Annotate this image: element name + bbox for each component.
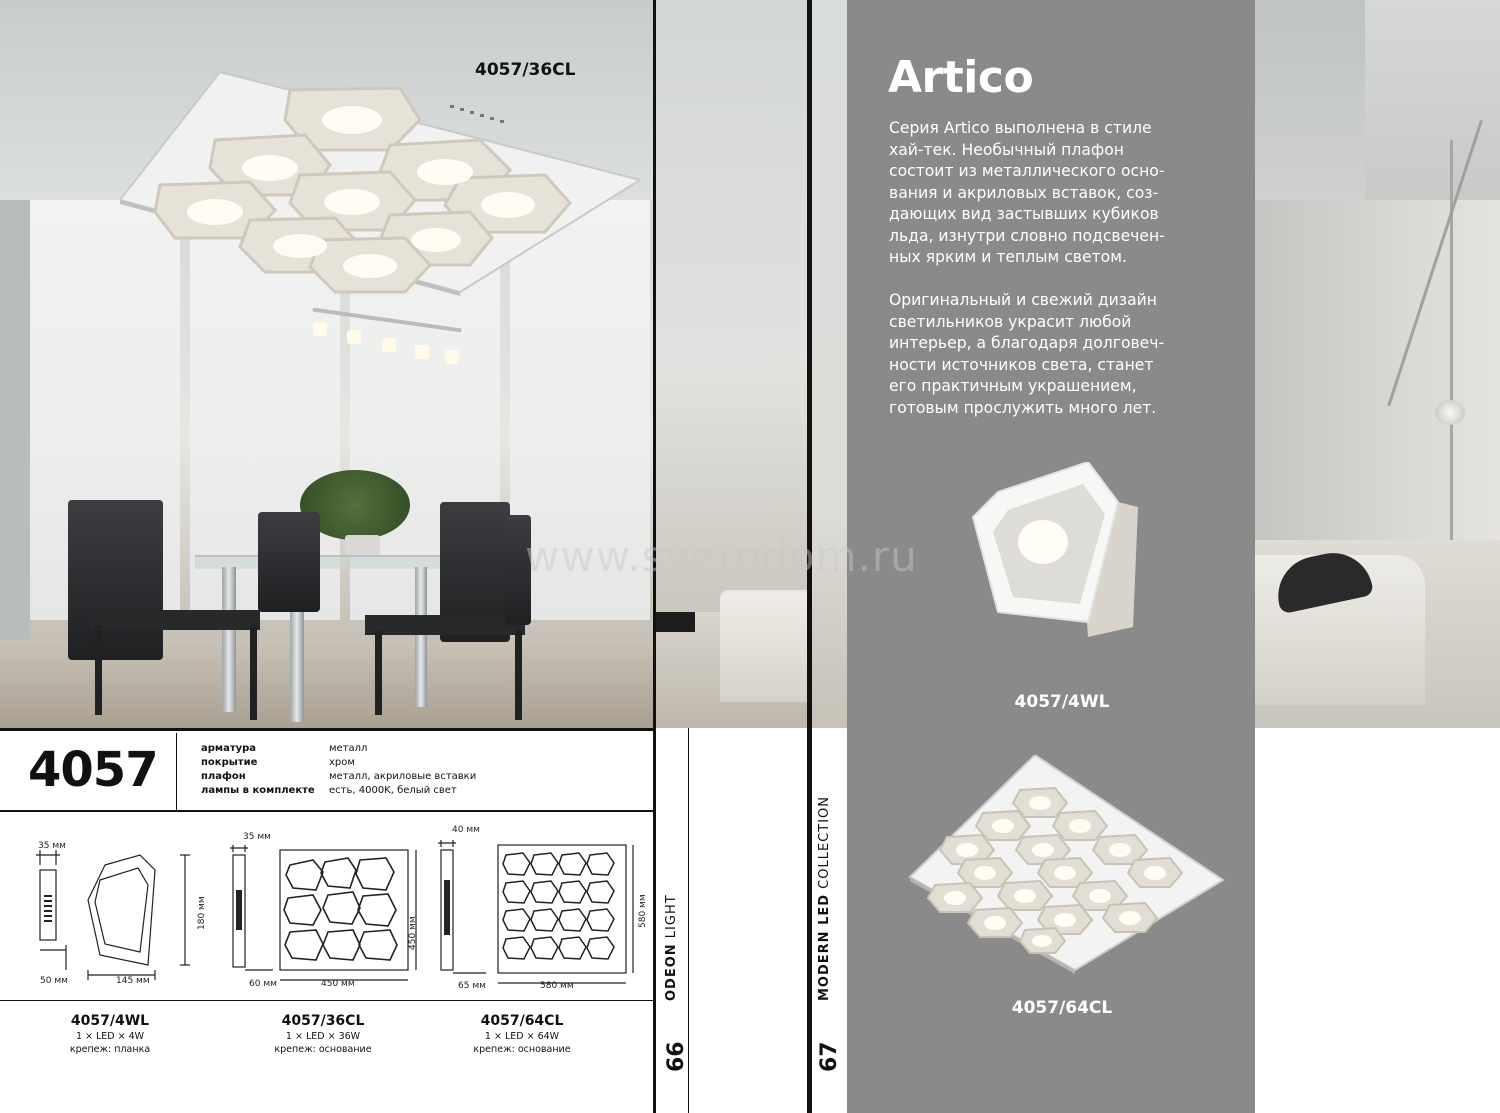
caption-title-64cl: 4057/64CL xyxy=(480,1013,564,1029)
page-number-67: 67 xyxy=(817,1041,842,1072)
caption-title-4wl: 4057/4WL xyxy=(70,1013,150,1029)
series-title: Artico xyxy=(888,52,1034,103)
dim-64cl-height: 580 мм xyxy=(638,894,648,928)
drawing-4wl xyxy=(30,840,200,990)
product-label-64cl: 4057/64CL xyxy=(1011,998,1113,1018)
dim-36cl-height: 450 мм xyxy=(408,916,418,950)
product-label-4wl: 4057/4WL xyxy=(1014,692,1110,712)
spec-label-finish: покрытие xyxy=(201,757,258,768)
dim-36cl-depth-bottom: 60 мм xyxy=(249,979,277,989)
caption-power-64cl: 1 × LED × 64W xyxy=(484,1031,560,1042)
dim-36cl-width: 450 мм xyxy=(321,979,355,989)
spec-label-shade: плафон xyxy=(201,771,246,782)
dim-4wl-depth-top: 35 мм xyxy=(38,841,66,851)
series-description-2: Оригинальный и свежий дизайн светильников украсит любой интерьер, а благодаря долговеч- ности источников света, станет его практичным украшением, готовым прослужить много лет. xyxy=(889,291,1165,417)
spec-value-shade: металл, акриловые вставки xyxy=(329,771,477,782)
spec-label-lamps: лампы в комплекте xyxy=(201,785,315,796)
collection-name-bold: MODERN LED xyxy=(817,893,832,1001)
living-room-photo xyxy=(1255,0,1500,728)
dim-36cl-depth-top: 35 мм xyxy=(243,832,271,842)
ceiling-lamp-64cl-image xyxy=(905,755,1225,975)
model-number: 4057 xyxy=(28,742,158,798)
caption-mount-64cl: крепеж: основание xyxy=(473,1044,571,1055)
spec-label-frame: арматура xyxy=(201,743,257,754)
drawing-64cl xyxy=(438,835,638,995)
model-label-36cl: 4057/36CL xyxy=(475,60,576,80)
dim-4wl-depth-bottom: 50 мм xyxy=(40,976,68,986)
collection-name-light: COLLECTION xyxy=(817,796,832,889)
brand-name-bold: ODEON xyxy=(664,943,679,1001)
spec-value-finish: хром xyxy=(329,757,355,768)
dim-64cl-depth-top: 40 мм xyxy=(452,825,480,835)
dim-64cl-width: 580 мм xyxy=(540,981,574,991)
spec-bottom-rule xyxy=(0,810,655,812)
dim-4wl-height: 180 мм xyxy=(197,896,207,930)
watermark: www.svetodom.ru xyxy=(525,532,918,581)
caption-mount-4wl: крепеж: планка xyxy=(69,1044,151,1055)
series-description-1: Серия Artico выполнена в стиле хай-тек. Необычный плафон состоит из металлического осно- вания и акриловых вставок, соз- дающих вид застывших кубиков льда, изнутри словно подсвечен- ных ярким и теплым светом. xyxy=(889,119,1165,266)
caption-title-36cl: 4057/36CL xyxy=(281,1013,365,1029)
drawings-bottom-rule xyxy=(0,1000,655,1001)
spec-value-lamps: есть, 4000K, белый свет xyxy=(329,785,457,796)
drawing-36cl xyxy=(228,840,428,990)
ceiling-lamp-36cl-image xyxy=(120,60,640,300)
dim-4wl-width: 145 мм xyxy=(116,976,150,986)
caption-mount-36cl: крепеж: основание xyxy=(274,1044,372,1055)
sofa-photo-strip xyxy=(655,612,807,728)
brand-name-light: LIGHT xyxy=(664,894,679,939)
collection-spine-right xyxy=(817,796,832,1001)
photo-strip-right xyxy=(812,0,847,728)
caption-power-36cl: 1 × LED × 36W xyxy=(285,1031,361,1042)
dining-room-photo xyxy=(0,0,655,728)
dim-64cl-depth-bottom: 65 мм xyxy=(458,981,486,991)
spec-value-frame: металл xyxy=(329,743,368,754)
page-number-66: 66 xyxy=(664,1041,689,1072)
wall-lamp-4wl-image xyxy=(968,462,1148,652)
brand-spine-left xyxy=(664,894,679,1001)
spec-divider xyxy=(176,733,177,810)
caption-power-4wl: 1 × LED × 4W xyxy=(75,1031,145,1042)
living-room-photo-strip xyxy=(655,0,807,612)
spec-top-rule xyxy=(0,728,655,731)
